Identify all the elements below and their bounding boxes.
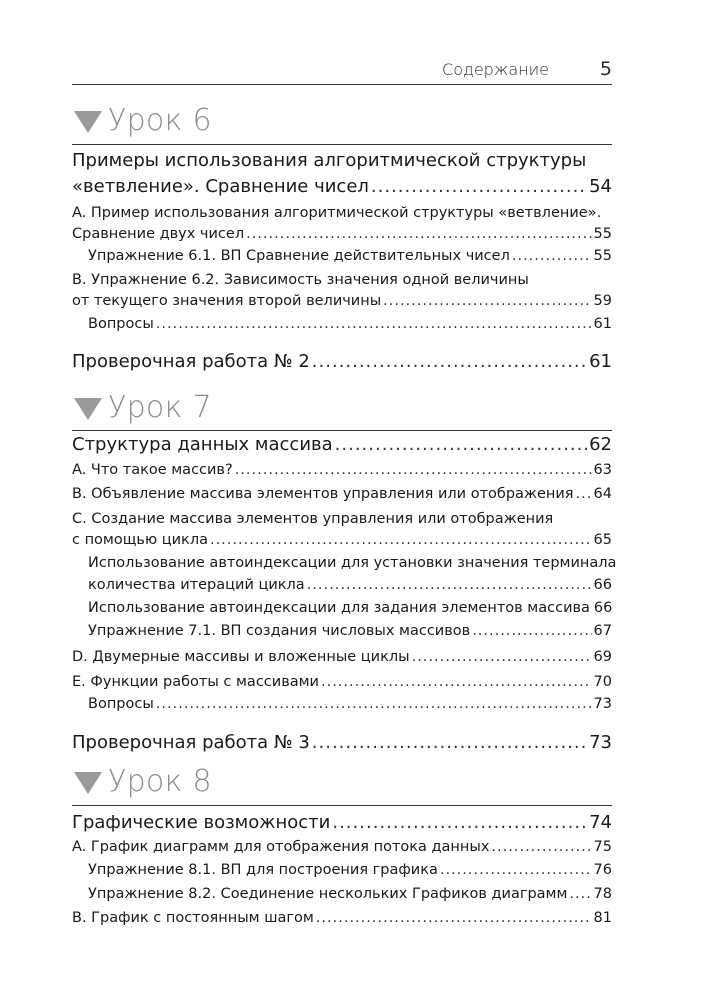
dot-leader — [472, 623, 591, 639]
dot-leader — [332, 812, 587, 833]
dot-leader — [576, 486, 592, 502]
toc-page-number: 70 — [593, 674, 612, 690]
toc-page-number: 66 — [593, 600, 613, 616]
toc-entry[interactable]: Упражнение 8.2. Соединение нескольких Графиков диаграмм ..... 78 — [88, 886, 612, 902]
dot-leader — [412, 649, 592, 665]
toc-page-number: 67 — [593, 623, 612, 639]
toc-entry-test[interactable]: Проверочная работа № 3 ..... 73 — [72, 732, 612, 753]
toc-page-number: 76 — [593, 862, 612, 878]
lesson-7-heading: Урок 7 — [74, 390, 212, 425]
toc-entry[interactable]: Графические возможности ..... 74 — [72, 812, 612, 833]
toc-page-number: 69 — [593, 649, 612, 665]
toc-page-number: 65 — [593, 532, 612, 548]
toc-page-number: 59 — [593, 293, 612, 309]
dot-leader — [512, 248, 592, 264]
toc-entry[interactable]: Упражнение 7.1. ВП создания числовых массивов ..... 67 — [88, 623, 612, 639]
page-number: 5 — [599, 58, 612, 80]
toc-entry[interactable]: от текущего значения второй величины ..... 59 — [72, 293, 612, 309]
toc-entry[interactable]: с помощью цикла ..... 65 — [72, 532, 612, 548]
toc-page-number: 75 — [593, 839, 612, 855]
toc-page-number: 54 — [589, 176, 612, 197]
toc-page-number: 73 — [593, 696, 612, 712]
toc-entry[interactable]: Сравнение двух чисел ..... 55 — [72, 226, 612, 242]
toc-entry[interactable]: A. График диаграмм для отображения потока данных ..... 75 — [72, 839, 612, 855]
toc-entry[interactable]: Упражнение 6.1. ВП Сравнение действительных чисел ..... 55 — [88, 248, 612, 264]
toc-entry[interactable]: «ветвление». Сравнение чисел ..... 54 — [72, 176, 612, 197]
lesson-6-section — [72, 144, 612, 372]
dot-leader — [235, 462, 592, 478]
dot-leader — [569, 886, 591, 902]
dot-leader — [307, 577, 592, 593]
toc-entry-test[interactable]: Проверочная работа № 2 ..... 61 — [72, 351, 612, 372]
toc-entry[interactable]: E. Функции работы с массивами ..... 70 — [72, 674, 612, 690]
lesson-6-heading: Урок 6 — [74, 103, 212, 138]
toc-line: C. Создание массива элементов управления или отображения — [72, 511, 554, 527]
toc-page-number: 62 — [589, 434, 612, 455]
toc-line: Использование автоиндексации для установки значения терминала — [88, 555, 617, 571]
toc-page-number: 81 — [593, 910, 612, 926]
toc-page-number: 55 — [593, 248, 612, 264]
triangle-down-icon — [74, 772, 102, 794]
lesson-7-section — [72, 430, 617, 753]
dot-leader — [156, 316, 592, 332]
dot-leader — [383, 293, 591, 309]
toc-page-number: 63 — [593, 462, 612, 478]
dot-leader — [440, 862, 592, 878]
toc-line: Примеры использования алгоритмической структуры — [72, 150, 587, 171]
toc-page-number: 66 — [593, 577, 612, 593]
toc-page-number: 73 — [589, 732, 612, 753]
toc-line: B. Упражнение 6.2. Зависимость значения одной величины — [72, 272, 529, 288]
toc-entry[interactable]: Вопросы ..... 61 — [88, 316, 612, 332]
lesson-8-heading: Урок 8 — [74, 764, 212, 799]
toc-entry[interactable]: Использование автоиндексации для задания элементов массива 66 — [88, 600, 613, 616]
dot-leader — [312, 732, 587, 753]
dot-leader — [316, 910, 592, 926]
toc-entry[interactable]: A. Что такое массив? ..... 63 — [72, 462, 612, 478]
toc-page-number: 61 — [589, 351, 612, 372]
toc-entry[interactable]: Вопросы ..... 73 — [88, 696, 612, 712]
running-header — [72, 58, 612, 85]
dot-leader — [491, 839, 591, 855]
toc-entry[interactable]: Структура данных массива ..... 62 — [72, 434, 612, 455]
dot-leader — [371, 176, 587, 197]
toc-page-number: 55 — [593, 226, 612, 242]
running-header-title: Содержание — [442, 60, 549, 79]
dot-leader — [156, 696, 592, 712]
toc-page-number: 61 — [593, 316, 612, 332]
toc-entry[interactable]: D. Двумерные массивы и вложенные циклы ..... 69 — [72, 649, 612, 665]
dot-leader — [312, 351, 587, 372]
lesson-8-section — [72, 805, 612, 926]
toc-entry[interactable]: количества итераций цикла ..... 66 — [88, 577, 612, 593]
triangle-down-icon — [74, 111, 102, 133]
toc-line: A. Пример использования алгоритмической структуры «ветвление». — [72, 205, 602, 221]
toc-page-number: 74 — [589, 812, 612, 833]
dot-leader — [246, 226, 591, 242]
triangle-down-icon — [74, 398, 102, 420]
toc-page-number: 78 — [593, 886, 612, 902]
toc-entry[interactable]: Упражнение 8.1. ВП для построения графика ..... 76 — [88, 862, 612, 878]
toc-page-number: 64 — [593, 486, 612, 502]
dot-leader — [210, 532, 592, 548]
toc-entry[interactable]: B. Объявление массива элементов управления или отображения ..... 64 — [72, 486, 612, 502]
dot-leader — [335, 434, 587, 455]
toc-entry[interactable]: B. График с постоянным шагом ..... 81 — [72, 910, 612, 926]
dot-leader — [321, 674, 592, 690]
